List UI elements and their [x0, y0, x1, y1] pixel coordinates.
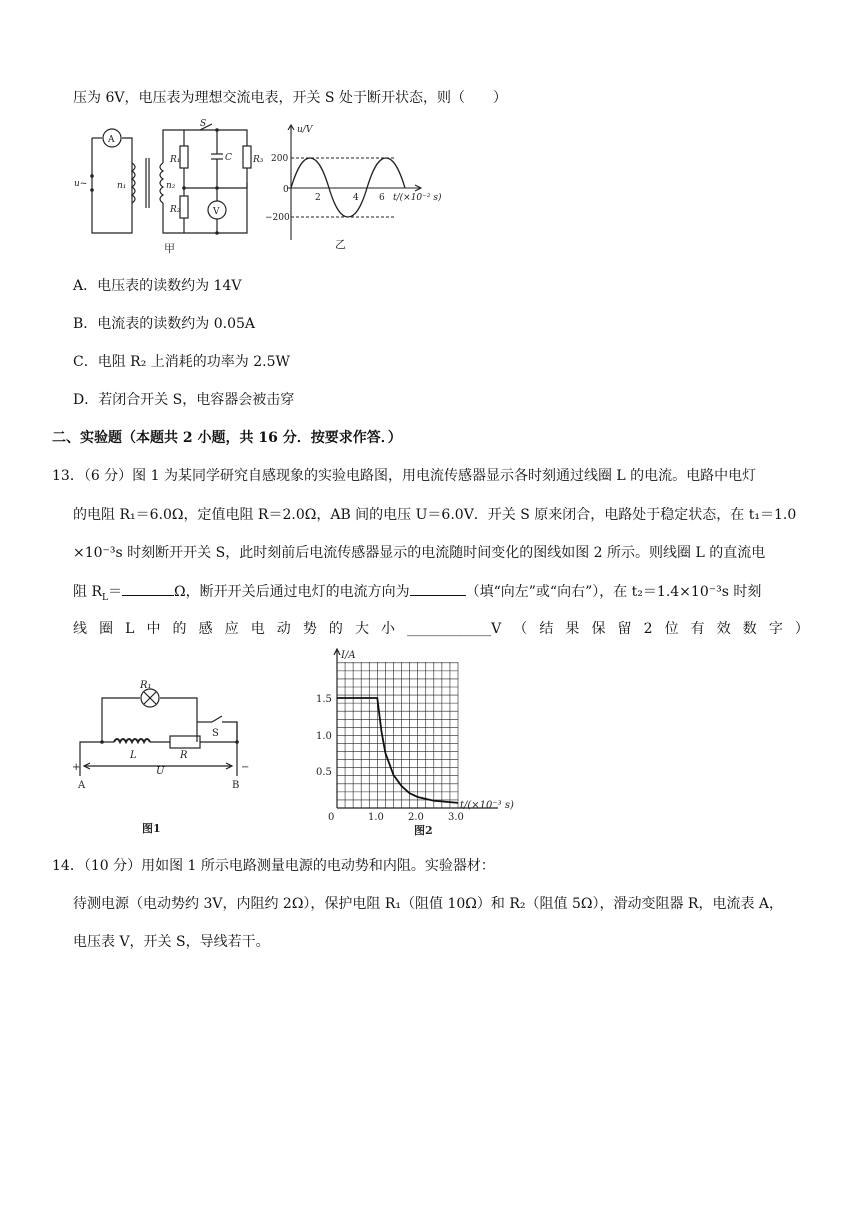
q13-line5	[73, 619, 809, 639]
capacitor-label: C	[225, 153, 232, 163]
fig2-ylabel: I/A	[341, 650, 356, 661]
q13-line5-word: 结	[539, 621, 554, 637]
r1-label: R₁	[170, 155, 181, 165]
source-label: u~	[74, 179, 88, 189]
figure-yi-caption: 乙	[335, 238, 346, 251]
fig1-minus-label: −	[241, 762, 250, 773]
q13-rl-prefix: 阻 R	[73, 584, 102, 600]
q13-line5-word: 数	[742, 621, 757, 637]
q13-line5-word: ）	[794, 621, 809, 637]
q13-line5-word: （	[513, 621, 528, 637]
fig1-r1-label: R₁	[140, 680, 152, 691]
option-b: B．电流表的读数约为 0.05A	[73, 316, 256, 332]
q13-rl-sub: L	[102, 592, 108, 603]
q13-line5-word: 小	[381, 621, 396, 637]
wave-ytick-0: 0	[283, 185, 289, 195]
fig2-ytick-1.0: 1.0	[316, 731, 332, 742]
r3-label: R₃	[253, 155, 264, 165]
q13-line5-word: 圈	[99, 621, 114, 637]
answer-blank-rl[interactable]	[122, 581, 174, 596]
wave-xlabel: t/(×10⁻² s)	[393, 193, 442, 203]
q13-line5-word: 势	[302, 621, 317, 637]
q13-line5-word: 字	[768, 621, 783, 637]
fig1-s-label: S	[212, 728, 219, 739]
q13-line5-word: 留	[617, 621, 632, 637]
q13-line5-word: 果	[565, 621, 580, 637]
fig1-plus-label: +	[72, 762, 81, 773]
section-heading: 二、实验题（本题共 2 小题，共 16 分．按要求作答．）	[52, 430, 402, 446]
q13-line5-word: 2	[643, 621, 653, 637]
wave-ytick-neg200: −200	[265, 213, 290, 223]
q13-line1: 13．（6 分）图 1 为某同学研究自感现象的实验电路图，用电流传感器显示各时刻通过线圈 L 的电流。电路中电灯	[52, 468, 757, 484]
q13-line5-word: 动	[276, 621, 291, 637]
answer-blank-direction[interactable]	[410, 581, 466, 596]
q14-line1: 14．（10 分）用如图 1 所示电路测量电源的电动势和内阻。实验器材：	[52, 858, 495, 874]
q13-line5-word: ____________V	[407, 621, 502, 637]
wave-xtick-4: 4	[353, 193, 359, 203]
ammeter-label: A	[108, 135, 115, 145]
q13-line5-word: 电	[250, 621, 265, 637]
q13-line5-word: 的	[328, 621, 343, 637]
switch-label: S	[200, 119, 207, 129]
figure2-caption: 图2	[414, 824, 433, 837]
q13-line5-word: 中	[146, 621, 161, 637]
q13-line2: 的电阻 R₁＝6.0Ω，定值电阻 R＝2.0Ω，AB 间的电压 U＝6.0V．开关 S 原来闭合，电路处于稳定状态，在 t₁＝1.0	[73, 507, 797, 523]
q13-line5-word: 有	[690, 621, 705, 637]
q13-line5-word: 效	[716, 621, 731, 637]
fig1-l-label: L	[130, 750, 137, 761]
q13-line4	[73, 581, 761, 608]
figure2-chart	[310, 646, 540, 840]
q13-line4-mid: Ω，断开开关后通过电灯的电流方向为	[173, 584, 410, 600]
option-a: A．电压表的读数约为 14V	[73, 278, 242, 294]
n2-label: n₂	[166, 181, 176, 191]
fig2-ytick-0.5: 0.5	[316, 767, 332, 778]
q14-line3: 电压表 V，开关 S，导线若干。	[73, 934, 270, 950]
q13-line5-word: 大	[354, 621, 369, 637]
q13-rl-eq: ＝	[107, 584, 122, 600]
wave-ytick-200: 200	[271, 154, 289, 164]
fig2-xlabel: t/(×10⁻³ s)	[460, 800, 514, 811]
wave-xtick-2: 2	[315, 193, 321, 203]
fig1-r-label: R	[180, 750, 188, 761]
r2-label: R₂	[170, 205, 181, 215]
q13-line3: ×10⁻³s 时刻断开开关 S，此时刻前后电流传感器显示的电流随时间变化的图线如图 2 所示。则线圈 L 的直流电	[73, 545, 766, 561]
figure-jia-circuit	[72, 118, 272, 258]
current-curve	[337, 698, 458, 803]
option-d: D．若闭合开关 S，电容器会被击穿	[73, 392, 295, 408]
fig1-b-label: B	[232, 780, 240, 791]
sine-curve	[291, 158, 321, 188]
wave-ylabel: u/V	[297, 125, 313, 135]
q13-line5-word: 的	[172, 621, 187, 637]
q14-line2: 待测电源（电动势约 3V，内阻约 2Ω），保护电阻 R₁（阻值 10Ω）和 R₂（阻值 5Ω），滑动变阻器 R，电流表 A，	[73, 896, 784, 912]
figure1-circuit	[72, 680, 262, 840]
q13-line4-end: （填“向左”或“向右”），在 t₂＝1.4×10⁻³s 时刻	[465, 584, 762, 600]
n1-label: n₁	[117, 181, 127, 191]
q12-stem: 压为 6V，电压表为理想交流电表，开关 S 处于断开状态，则（ ）	[73, 90, 507, 106]
q13-line5-word: 位	[664, 621, 679, 637]
q13-line5-word: 线	[73, 621, 87, 637]
option-c: C．电阻 R₂ 上消耗的功率为 2.5W	[73, 354, 290, 370]
wave-xtick-6: 6	[379, 193, 385, 203]
q13-line5-word: L	[125, 621, 135, 637]
figure-yi-waveform	[265, 122, 450, 252]
fig1-u-label: U	[156, 766, 165, 777]
fig2-ytick-1.5: 1.5	[316, 694, 332, 705]
fig1-a-label: A	[78, 780, 86, 791]
q13-line5-word: 感	[198, 621, 213, 637]
fig2-xtick-3.0: 3.0	[448, 812, 464, 823]
fig2-xtick-2.0: 2.0	[408, 812, 424, 823]
figure-jia-caption: 甲	[164, 242, 175, 255]
fig2-ytick-0: 0	[328, 812, 335, 823]
fig2-xtick-1.0: 1.0	[368, 812, 384, 823]
voltmeter-label: V	[213, 207, 220, 217]
q13-line5-word: 保	[591, 621, 606, 637]
figure1-caption: 图1	[142, 822, 161, 835]
q13-line5-word: 应	[224, 621, 239, 637]
